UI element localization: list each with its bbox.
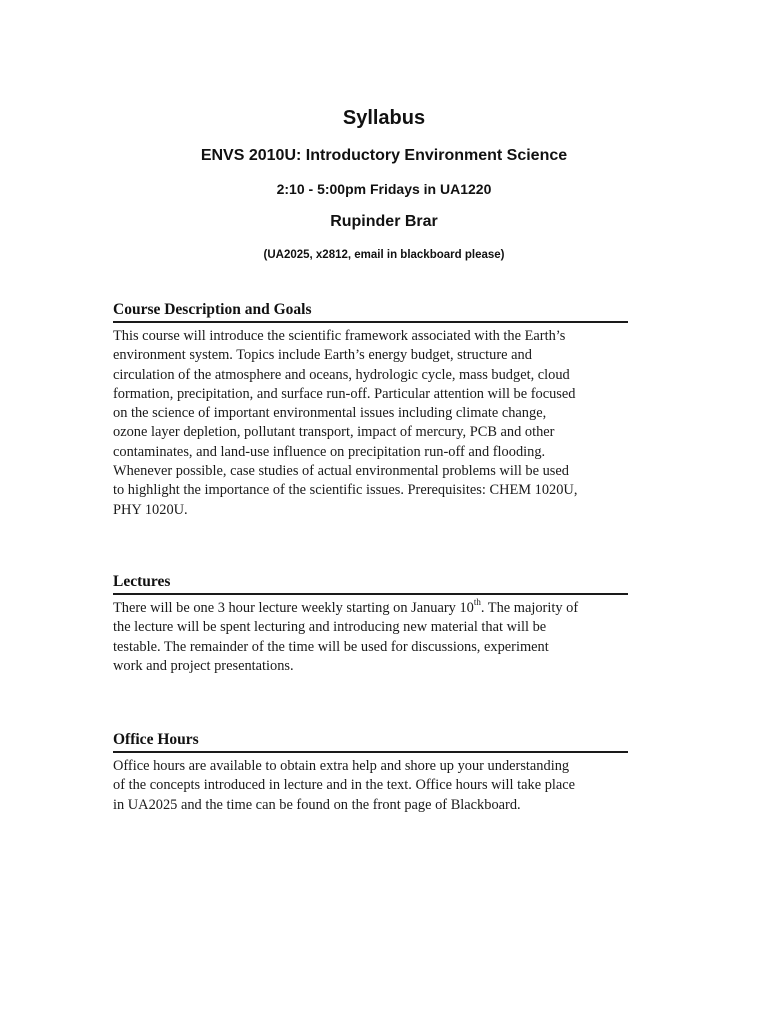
instructor-contact: (UA2025, x2812, email in blackboard please) [263, 249, 505, 261]
body-line: contaminates, and land-use influence on precipitation run-off and flooding. [113, 443, 546, 460]
body-line: Whenever possible, case studies of actual environmental problems will be used [113, 463, 569, 480]
section-lectures [113, 573, 628, 676]
section-body [113, 327, 628, 520]
document-title: Syllabus [342, 107, 426, 129]
body-line: testable. The remainder of the time will be used for discussions, experiment [113, 638, 549, 655]
section-heading: Office Hours [113, 731, 628, 753]
body-line: PHY 1020U. [113, 501, 188, 518]
class-schedule: 2:10 - 5:00pm Fridays in UA1220 [276, 181, 492, 197]
body-line: of the concepts introduced in lecture and in the text. Office hours will take place [113, 777, 576, 794]
body-line: This course will introduce the scientific framework associated with the Earth’s [113, 328, 566, 344]
body-line: on the science of important environmental issues including climate change, [113, 405, 547, 422]
body-line: the lecture will be spent lecturing and introducing new material that will be [113, 619, 547, 636]
body-line: Office hours are available to obtain extra help and shore up your understanding [113, 758, 570, 774]
body-line: in UA2025 and the time can be found on the front page of Blackboard. [113, 796, 521, 813]
body-line: formation, precipitation, and surface run-off. Particular attention will be focused [113, 385, 576, 402]
ordinal-suffix: th [473, 597, 481, 608]
instructor-name: Rupinder Brar [330, 213, 438, 230]
section-course-description [113, 301, 628, 520]
section-heading: Course Description and Goals [113, 301, 628, 323]
body-line: ozone layer depletion, pollutant transport, impact of mercury, PCB and other [113, 424, 555, 441]
body-text: . The majority of [480, 600, 579, 616]
body-line: to highlight the importance of the scientific issues. Prerequisites: CHEM 1020U, [113, 482, 578, 499]
section-body [113, 599, 628, 676]
section-office-hours [113, 731, 628, 815]
body-line [113, 599, 628, 618]
body-line: environment system. Topics include Earth’s energy budget, structure and [113, 347, 532, 364]
body-text: There will be one 3 hour lecture weekly starting on January 10 [113, 600, 474, 616]
body-line: work and project presentations. [113, 657, 294, 674]
course-title: ENVS 2010U: Introductory Environment Science [200, 147, 568, 164]
section-body [113, 757, 628, 815]
body-line: circulation of the atmosphere and oceans, hydrologic cycle, mass budget, cloud [113, 366, 570, 383]
section-heading: Lectures [113, 573, 628, 595]
